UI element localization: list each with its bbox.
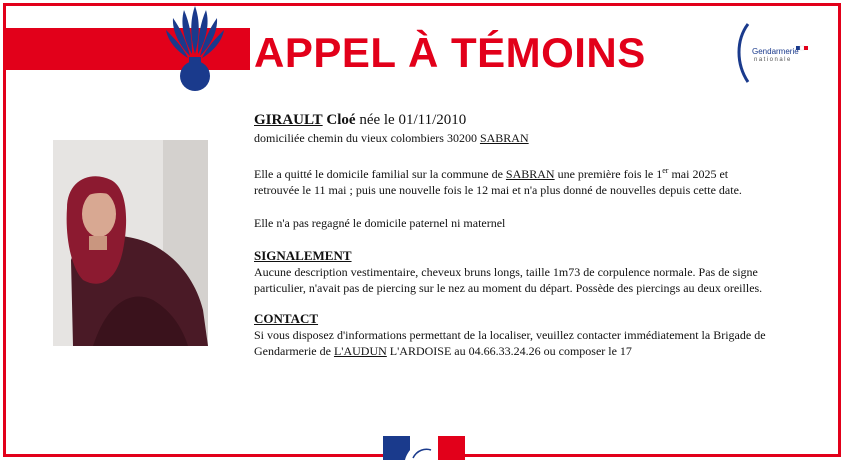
- gendarmerie-logo-text: Gendarmerie nationale: [752, 47, 799, 63]
- contact-heading: CONTACT: [254, 311, 319, 326]
- contact-place: L'AUDUN: [333, 344, 387, 358]
- story-paragraph: Elle a quitté le domicile familial sur la commune de SABRAN une première fois le 1er mai 2025 et retrouvée le 11 mai ; puis une nouvelle fois le 12 mai et n'a plus donné de nouvelles depuis cette date.: [254, 166, 742, 197]
- address-city: SABRAN: [479, 131, 529, 145]
- grenade-emblem-icon: [160, 2, 230, 96]
- notice-content: [254, 110, 774, 359]
- page-title: APPEL À TÉMOINS: [254, 29, 646, 76]
- address-line: domiciliée chemin du vieux colombiers 30200 SABRAN: [254, 131, 529, 145]
- contact-text: Si vous disposez d'informations permettant de la localiser, veuillez contacter immédiatement la Brigade de Gendarmerie de L'AUDUN L'ARDOISE au 04.66.33.24.26 ou composer le 17: [254, 328, 766, 358]
- person-name-line: [254, 110, 774, 130]
- signalement-text: Aucune description vestimentaire, cheveux bruns longs, taille 1m73 de corpulence normale. Pas de signe particulier, n'avait pas de piercing sur le nez au moment du départ. Possède des piercings au deux oreilles.: [254, 265, 763, 295]
- last-name: GIRAULT: [254, 112, 323, 128]
- republique-francaise-marianne-icon: [383, 432, 465, 460]
- signalement-heading: SIGNALEMENT: [254, 248, 352, 263]
- birth-date: née le 01/11/2010: [359, 112, 467, 128]
- first-name: Cloé: [326, 112, 356, 128]
- story-city: SABRAN: [505, 167, 555, 181]
- missing-person-photo: [53, 140, 208, 346]
- parents-paragraph: Elle n'a pas regagné le domicile paternel ni maternel: [254, 216, 506, 230]
